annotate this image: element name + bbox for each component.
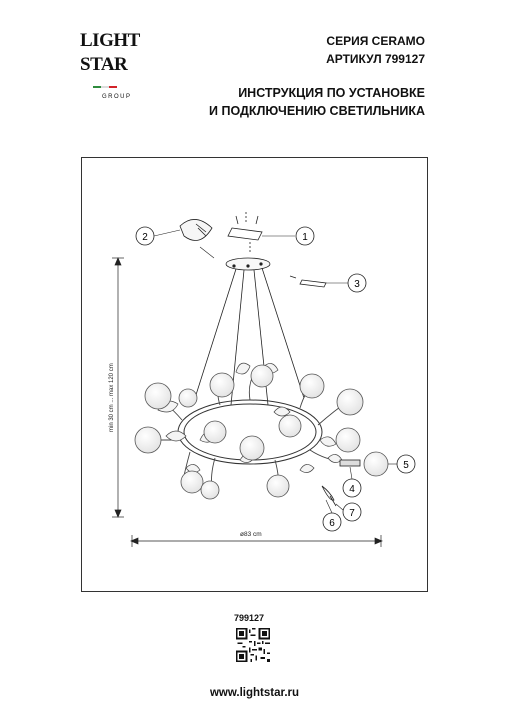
svg-text:7: 7 [349,508,355,519]
instruction-title-line1: ИНСТРУКЦИЯ ПО УСТАНОВКЕ [238,86,425,100]
qr-code [236,628,270,662]
instruction-title-line2: И ПОДКЛЮЧЕНИЮ СВЕТИЛЬНИКА [209,104,425,118]
diameter-label: ø83 cm [240,531,262,538]
series-label: СЕРИЯ CERAMO [326,34,425,48]
callout-2 [136,227,180,245]
callout-1 [262,227,314,245]
svg-text:1: 1 [302,232,308,243]
logo-text-line1: LIGHT [80,30,140,51]
footer-article-number: 799127 [234,613,265,623]
website-url[interactable]: www.lightstar.ru [209,687,300,699]
svg-text:5: 5 [403,460,409,471]
callout-5 [388,455,415,473]
terminal-block-part [180,219,212,240]
svg-text:2: 2 [142,232,148,243]
logo-text-line3: GROUP [102,94,132,100]
ceiling-canopy [226,258,270,270]
callout-6 [323,500,341,531]
callout-3 [326,274,366,292]
screw-part [290,276,326,287]
svg-text:4: 4 [349,484,355,495]
logo-text-line2: STAR [80,54,128,75]
callout-4 [343,467,361,497]
height-label: min 30 cm ... max 120 cm [109,363,115,432]
mounting-bracket-part [228,212,262,252]
svg-text:6: 6 [329,518,335,529]
article-label: АРТИКУЛ 799127 [326,52,425,66]
svg-text:3: 3 [354,279,360,290]
